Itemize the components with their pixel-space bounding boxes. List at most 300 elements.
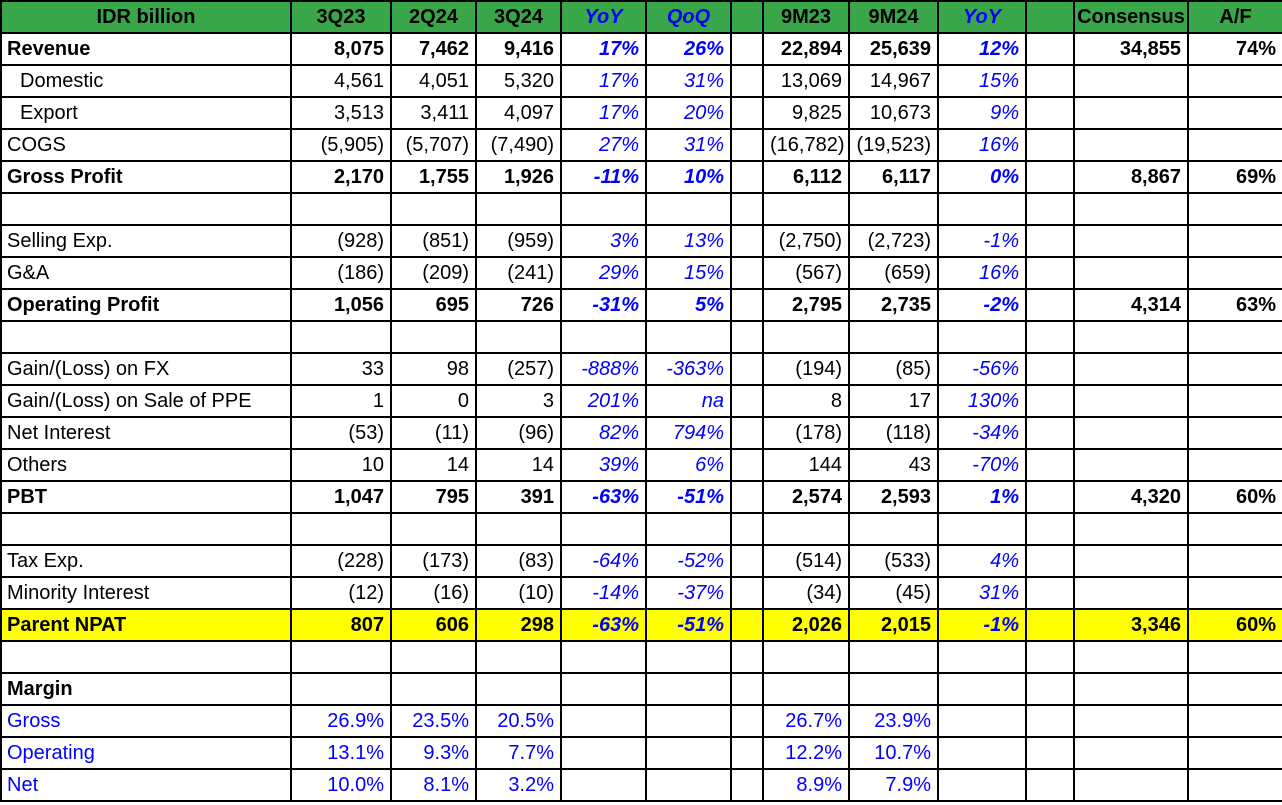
cell[interactable]: 130% xyxy=(938,385,1026,417)
cell[interactable] xyxy=(476,321,561,353)
row-label[interactable]: Margin xyxy=(1,673,291,705)
cell[interactable] xyxy=(938,513,1026,545)
cell[interactable] xyxy=(1026,97,1074,129)
cell[interactable]: 7.9% xyxy=(849,769,938,801)
cell[interactable] xyxy=(1026,193,1074,225)
cell[interactable] xyxy=(1026,769,1074,801)
cell[interactable]: 1 xyxy=(291,385,391,417)
cell[interactable]: -363% xyxy=(646,353,731,385)
cell[interactable]: -2% xyxy=(938,289,1026,321)
cell[interactable] xyxy=(1026,609,1074,641)
cell[interactable] xyxy=(391,513,476,545)
col-header-3q24[interactable]: 3Q24 xyxy=(476,1,561,33)
cell[interactable] xyxy=(646,193,731,225)
col-header-3q23[interactable]: 3Q23 xyxy=(291,1,391,33)
cell[interactable]: (533) xyxy=(849,545,938,577)
cell[interactable]: 8,867 xyxy=(1074,161,1188,193)
cell[interactable] xyxy=(1026,321,1074,353)
cell[interactable]: (96) xyxy=(476,417,561,449)
cell[interactable]: 29% xyxy=(561,257,646,289)
cell[interactable]: 26.7% xyxy=(763,705,849,737)
cell[interactable] xyxy=(1074,641,1188,673)
cell[interactable] xyxy=(849,193,938,225)
cell[interactable]: 201% xyxy=(561,385,646,417)
cell[interactable] xyxy=(646,641,731,673)
row-label[interactable]: Revenue xyxy=(1,33,291,65)
cell[interactable]: 10 xyxy=(291,449,391,481)
cell[interactable]: 10.7% xyxy=(849,737,938,769)
cell[interactable]: (2,723) xyxy=(849,225,938,257)
cell[interactable]: 7.7% xyxy=(476,737,561,769)
cell[interactable] xyxy=(1188,129,1282,161)
cell[interactable]: 15% xyxy=(938,65,1026,97)
cell[interactable] xyxy=(1188,225,1282,257)
cell[interactable]: 9,416 xyxy=(476,33,561,65)
cell[interactable]: 4,314 xyxy=(1074,289,1188,321)
cell[interactable]: (19,523) xyxy=(849,129,938,161)
cell[interactable] xyxy=(1188,193,1282,225)
col-header-2q24[interactable]: 2Q24 xyxy=(391,1,476,33)
row-label[interactable]: Gross Profit xyxy=(1,161,291,193)
cell[interactable]: 1,755 xyxy=(391,161,476,193)
cell[interactable]: (118) xyxy=(849,417,938,449)
cell[interactable]: -64% xyxy=(561,545,646,577)
cell[interactable] xyxy=(1188,321,1282,353)
cell[interactable] xyxy=(1074,193,1188,225)
row-label[interactable]: Tax Exp. xyxy=(1,545,291,577)
cell[interactable] xyxy=(1026,33,1074,65)
cell[interactable] xyxy=(731,737,763,769)
cell[interactable]: 807 xyxy=(291,609,391,641)
cell[interactable]: 10,673 xyxy=(849,97,938,129)
cell[interactable]: 20.5% xyxy=(476,705,561,737)
cell[interactable]: 2,795 xyxy=(763,289,849,321)
cell[interactable]: -63% xyxy=(561,481,646,513)
cell[interactable]: 1,056 xyxy=(291,289,391,321)
cell[interactable] xyxy=(731,545,763,577)
cell[interactable]: (85) xyxy=(849,353,938,385)
cell[interactable]: (194) xyxy=(763,353,849,385)
cell[interactable] xyxy=(763,321,849,353)
cell[interactable] xyxy=(731,33,763,65)
cell[interactable]: (514) xyxy=(763,545,849,577)
cell[interactable] xyxy=(731,257,763,289)
cell[interactable] xyxy=(731,97,763,129)
cell[interactable] xyxy=(849,321,938,353)
cell[interactable] xyxy=(731,225,763,257)
cell[interactable] xyxy=(731,705,763,737)
cell[interactable] xyxy=(938,193,1026,225)
col-header-9m24[interactable]: 9M24 xyxy=(849,1,938,33)
cell[interactable] xyxy=(1074,129,1188,161)
row-label[interactable]: COGS xyxy=(1,129,291,161)
cell[interactable] xyxy=(646,513,731,545)
cell[interactable]: (959) xyxy=(476,225,561,257)
cell[interactable] xyxy=(1074,321,1188,353)
cell[interactable] xyxy=(561,321,646,353)
cell[interactable]: (173) xyxy=(391,545,476,577)
cell[interactable] xyxy=(1026,385,1074,417)
row-label[interactable] xyxy=(1,641,291,673)
cell[interactable]: 1,047 xyxy=(291,481,391,513)
cell[interactable] xyxy=(1074,417,1188,449)
row-label[interactable]: Export xyxy=(1,97,291,129)
cell[interactable] xyxy=(1188,737,1282,769)
cell[interactable] xyxy=(1026,673,1074,705)
row-label[interactable]: Operating Profit xyxy=(1,289,291,321)
cell[interactable] xyxy=(731,481,763,513)
cell[interactable] xyxy=(1188,577,1282,609)
cell[interactable] xyxy=(938,769,1026,801)
cell[interactable] xyxy=(1074,673,1188,705)
cell[interactable] xyxy=(1074,225,1188,257)
cell[interactable] xyxy=(646,769,731,801)
cell[interactable]: 3,411 xyxy=(391,97,476,129)
cell[interactable]: (5,905) xyxy=(291,129,391,161)
cell[interactable]: 12.2% xyxy=(763,737,849,769)
cell[interactable]: -37% xyxy=(646,577,731,609)
cell[interactable] xyxy=(938,737,1026,769)
cell[interactable]: 60% xyxy=(1188,481,1282,513)
cell[interactable]: -31% xyxy=(561,289,646,321)
cell[interactable]: 14 xyxy=(476,449,561,481)
cell[interactable] xyxy=(291,513,391,545)
cell[interactable]: 9% xyxy=(938,97,1026,129)
cell[interactable]: -1% xyxy=(938,609,1026,641)
cell[interactable] xyxy=(938,641,1026,673)
cell[interactable]: 2,026 xyxy=(763,609,849,641)
cell[interactable]: (5,707) xyxy=(391,129,476,161)
cell[interactable]: -56% xyxy=(938,353,1026,385)
cell[interactable]: 2,735 xyxy=(849,289,938,321)
cell[interactable]: 2,015 xyxy=(849,609,938,641)
cell[interactable] xyxy=(731,673,763,705)
cell[interactable]: (659) xyxy=(849,257,938,289)
cell[interactable] xyxy=(731,513,763,545)
cell[interactable] xyxy=(1026,513,1074,545)
cell[interactable] xyxy=(646,321,731,353)
cell[interactable] xyxy=(391,641,476,673)
cell[interactable] xyxy=(1026,257,1074,289)
cell[interactable] xyxy=(1026,225,1074,257)
cell[interactable] xyxy=(1188,353,1282,385)
cell[interactable] xyxy=(291,193,391,225)
cell[interactable]: (228) xyxy=(291,545,391,577)
cell[interactable] xyxy=(391,673,476,705)
cell[interactable] xyxy=(1026,705,1074,737)
cell[interactable]: 1% xyxy=(938,481,1026,513)
cell[interactable] xyxy=(938,705,1026,737)
cell[interactable] xyxy=(731,321,763,353)
cell[interactable]: 726 xyxy=(476,289,561,321)
cell[interactable] xyxy=(1188,641,1282,673)
cell[interactable]: 63% xyxy=(1188,289,1282,321)
cell[interactable]: 298 xyxy=(476,609,561,641)
row-label[interactable]: Gross xyxy=(1,705,291,737)
cell[interactable] xyxy=(731,641,763,673)
cell[interactable] xyxy=(1188,417,1282,449)
cell[interactable] xyxy=(731,193,763,225)
cell[interactable] xyxy=(731,609,763,641)
cell[interactable]: (928) xyxy=(291,225,391,257)
cell[interactable]: 4% xyxy=(938,545,1026,577)
cell[interactable] xyxy=(849,641,938,673)
cell[interactable]: 26.9% xyxy=(291,705,391,737)
cell[interactable] xyxy=(1074,449,1188,481)
cell[interactable] xyxy=(291,673,391,705)
row-label[interactable]: Minority Interest xyxy=(1,577,291,609)
cell[interactable]: 10.0% xyxy=(291,769,391,801)
cell[interactable]: 9,825 xyxy=(763,97,849,129)
cell[interactable]: (2,750) xyxy=(763,225,849,257)
cell[interactable] xyxy=(1188,65,1282,97)
cell[interactable] xyxy=(561,193,646,225)
cell[interactable]: na xyxy=(646,385,731,417)
cell[interactable] xyxy=(1026,449,1074,481)
cell[interactable] xyxy=(1074,577,1188,609)
cell[interactable] xyxy=(561,705,646,737)
cell[interactable]: 69% xyxy=(1188,161,1282,193)
cell[interactable] xyxy=(1026,417,1074,449)
cell[interactable] xyxy=(938,673,1026,705)
cell[interactable]: 4,561 xyxy=(291,65,391,97)
col-header-consensus[interactable]: Consensus xyxy=(1074,1,1188,33)
cell[interactable]: 10% xyxy=(646,161,731,193)
cell[interactable]: 0% xyxy=(938,161,1026,193)
cell[interactable]: 60% xyxy=(1188,609,1282,641)
cell[interactable] xyxy=(1074,257,1188,289)
cell[interactable]: 6% xyxy=(646,449,731,481)
cell[interactable] xyxy=(1188,449,1282,481)
cell[interactable] xyxy=(646,737,731,769)
cell[interactable]: 4,320 xyxy=(1074,481,1188,513)
cell[interactable] xyxy=(731,385,763,417)
cell[interactable]: (257) xyxy=(476,353,561,385)
cell[interactable]: 25,639 xyxy=(849,33,938,65)
cell[interactable] xyxy=(476,193,561,225)
cell[interactable] xyxy=(1074,769,1188,801)
cell[interactable]: 33 xyxy=(291,353,391,385)
col-header-spacer[interactable] xyxy=(1026,1,1074,33)
cell[interactable]: 82% xyxy=(561,417,646,449)
cell[interactable] xyxy=(476,673,561,705)
cell[interactable]: (11) xyxy=(391,417,476,449)
cell[interactable] xyxy=(731,161,763,193)
cell[interactable]: 15% xyxy=(646,257,731,289)
cell[interactable] xyxy=(1188,769,1282,801)
col-header-a-f[interactable]: A/F xyxy=(1188,1,1282,33)
col-header-spacer[interactable] xyxy=(731,1,763,33)
cell[interactable]: 31% xyxy=(938,577,1026,609)
cell[interactable]: 2,593 xyxy=(849,481,938,513)
row-label[interactable]: Gain/(Loss) on FX xyxy=(1,353,291,385)
cell[interactable] xyxy=(1026,545,1074,577)
cell[interactable] xyxy=(291,641,391,673)
row-label[interactable]: Selling Exp. xyxy=(1,225,291,257)
cell[interactable]: (16) xyxy=(391,577,476,609)
cell[interactable] xyxy=(1026,641,1074,673)
cell[interactable]: -51% xyxy=(646,481,731,513)
row-label[interactable]: G&A xyxy=(1,257,291,289)
row-label[interactable]: PBT xyxy=(1,481,291,513)
cell[interactable] xyxy=(1188,385,1282,417)
cell[interactable] xyxy=(1026,737,1074,769)
cell[interactable] xyxy=(1074,545,1188,577)
cell[interactable] xyxy=(476,513,561,545)
cell[interactable]: (851) xyxy=(391,225,476,257)
cell[interactable]: 39% xyxy=(561,449,646,481)
cell[interactable]: (241) xyxy=(476,257,561,289)
cell[interactable] xyxy=(561,737,646,769)
cell[interactable]: -888% xyxy=(561,353,646,385)
cell[interactable]: 8 xyxy=(763,385,849,417)
cell[interactable]: -52% xyxy=(646,545,731,577)
cell[interactable]: 8.9% xyxy=(763,769,849,801)
cell[interactable]: 1,926 xyxy=(476,161,561,193)
cell[interactable]: (53) xyxy=(291,417,391,449)
cell[interactable] xyxy=(1074,737,1188,769)
cell[interactable]: 98 xyxy=(391,353,476,385)
cell[interactable]: 16% xyxy=(938,257,1026,289)
cell[interactable]: 4,051 xyxy=(391,65,476,97)
cell[interactable] xyxy=(731,353,763,385)
cell[interactable]: 391 xyxy=(476,481,561,513)
col-header-9m23[interactable]: 9M23 xyxy=(763,1,849,33)
row-label[interactable] xyxy=(1,513,291,545)
cell[interactable]: 74% xyxy=(1188,33,1282,65)
cell[interactable]: 13% xyxy=(646,225,731,257)
cell[interactable]: 5% xyxy=(646,289,731,321)
cell[interactable] xyxy=(849,513,938,545)
cell[interactable] xyxy=(291,321,391,353)
cell[interactable]: 6,112 xyxy=(763,161,849,193)
row-label[interactable]: Parent NPAT xyxy=(1,609,291,641)
cell[interactable] xyxy=(731,577,763,609)
cell[interactable]: 606 xyxy=(391,609,476,641)
cell[interactable] xyxy=(1026,161,1074,193)
cell[interactable] xyxy=(561,673,646,705)
cell[interactable] xyxy=(763,673,849,705)
cell[interactable] xyxy=(1188,97,1282,129)
cell[interactable]: -70% xyxy=(938,449,1026,481)
cell[interactable]: 9.3% xyxy=(391,737,476,769)
cell[interactable]: 3,513 xyxy=(291,97,391,129)
cell[interactable]: 34,855 xyxy=(1074,33,1188,65)
cell[interactable] xyxy=(391,321,476,353)
cell[interactable]: 31% xyxy=(646,65,731,97)
cell[interactable]: 14,967 xyxy=(849,65,938,97)
cell[interactable] xyxy=(646,673,731,705)
cell[interactable]: 31% xyxy=(646,129,731,161)
cell[interactable]: -51% xyxy=(646,609,731,641)
cell[interactable]: -11% xyxy=(561,161,646,193)
cell[interactable] xyxy=(1188,545,1282,577)
cell[interactable]: 3% xyxy=(561,225,646,257)
cell[interactable]: 43 xyxy=(849,449,938,481)
cell[interactable]: 17% xyxy=(561,65,646,97)
cell[interactable]: 17% xyxy=(561,97,646,129)
cell[interactable] xyxy=(1026,129,1074,161)
cell[interactable]: (7,490) xyxy=(476,129,561,161)
cell[interactable] xyxy=(731,129,763,161)
cell[interactable]: (209) xyxy=(391,257,476,289)
cell[interactable]: 3,346 xyxy=(1074,609,1188,641)
cell[interactable] xyxy=(561,769,646,801)
cell[interactable] xyxy=(1074,353,1188,385)
cell[interactable] xyxy=(1026,65,1074,97)
cell[interactable] xyxy=(763,193,849,225)
cell[interactable] xyxy=(1188,705,1282,737)
cell[interactable]: 26% xyxy=(646,33,731,65)
col-header-yoy[interactable]: YoY xyxy=(561,1,646,33)
cell[interactable]: (34) xyxy=(763,577,849,609)
cell[interactable]: 6,117 xyxy=(849,161,938,193)
cell[interactable]: 5,320 xyxy=(476,65,561,97)
cell[interactable] xyxy=(763,513,849,545)
cell[interactable]: -1% xyxy=(938,225,1026,257)
cell[interactable]: -34% xyxy=(938,417,1026,449)
cell[interactable]: (567) xyxy=(763,257,849,289)
cell[interactable]: 27% xyxy=(561,129,646,161)
cell[interactable]: 794% xyxy=(646,417,731,449)
cell[interactable]: 144 xyxy=(763,449,849,481)
cell[interactable] xyxy=(731,417,763,449)
row-label[interactable]: Domestic xyxy=(1,65,291,97)
cell[interactable]: 20% xyxy=(646,97,731,129)
row-label[interactable]: Others xyxy=(1,449,291,481)
cell[interactable]: 8.1% xyxy=(391,769,476,801)
cell[interactable]: 16% xyxy=(938,129,1026,161)
cell[interactable]: 13.1% xyxy=(291,737,391,769)
row-label[interactable]: Net xyxy=(1,769,291,801)
cell[interactable]: (10) xyxy=(476,577,561,609)
cell[interactable]: 17% xyxy=(561,33,646,65)
cell[interactable] xyxy=(1026,289,1074,321)
cell[interactable] xyxy=(731,65,763,97)
cell[interactable]: (12) xyxy=(291,577,391,609)
cell[interactable] xyxy=(646,705,731,737)
cell[interactable]: 3 xyxy=(476,385,561,417)
cell[interactable] xyxy=(1188,257,1282,289)
cell[interactable]: -63% xyxy=(561,609,646,641)
cell[interactable] xyxy=(1026,353,1074,385)
cell[interactable]: (83) xyxy=(476,545,561,577)
cell[interactable]: 2,574 xyxy=(763,481,849,513)
cell[interactable] xyxy=(1074,705,1188,737)
cell[interactable]: 0 xyxy=(391,385,476,417)
cell[interactable] xyxy=(1188,673,1282,705)
cell[interactable] xyxy=(561,513,646,545)
cell[interactable]: 7,462 xyxy=(391,33,476,65)
cell[interactable]: 4,097 xyxy=(476,97,561,129)
cell[interactable]: 22,894 xyxy=(763,33,849,65)
cell[interactable] xyxy=(476,641,561,673)
cell[interactable]: -14% xyxy=(561,577,646,609)
cell[interactable]: (186) xyxy=(291,257,391,289)
cell[interactable]: 17 xyxy=(849,385,938,417)
cell[interactable] xyxy=(731,289,763,321)
cell[interactable] xyxy=(849,673,938,705)
cell[interactable] xyxy=(561,641,646,673)
cell[interactable]: 695 xyxy=(391,289,476,321)
row-label[interactable] xyxy=(1,193,291,225)
cell[interactable]: (178) xyxy=(763,417,849,449)
row-label[interactable]: Gain/(Loss) on Sale of PPE xyxy=(1,385,291,417)
cell[interactable] xyxy=(731,769,763,801)
row-label[interactable] xyxy=(1,321,291,353)
cell[interactable]: 13,069 xyxy=(763,65,849,97)
cell[interactable] xyxy=(1074,65,1188,97)
